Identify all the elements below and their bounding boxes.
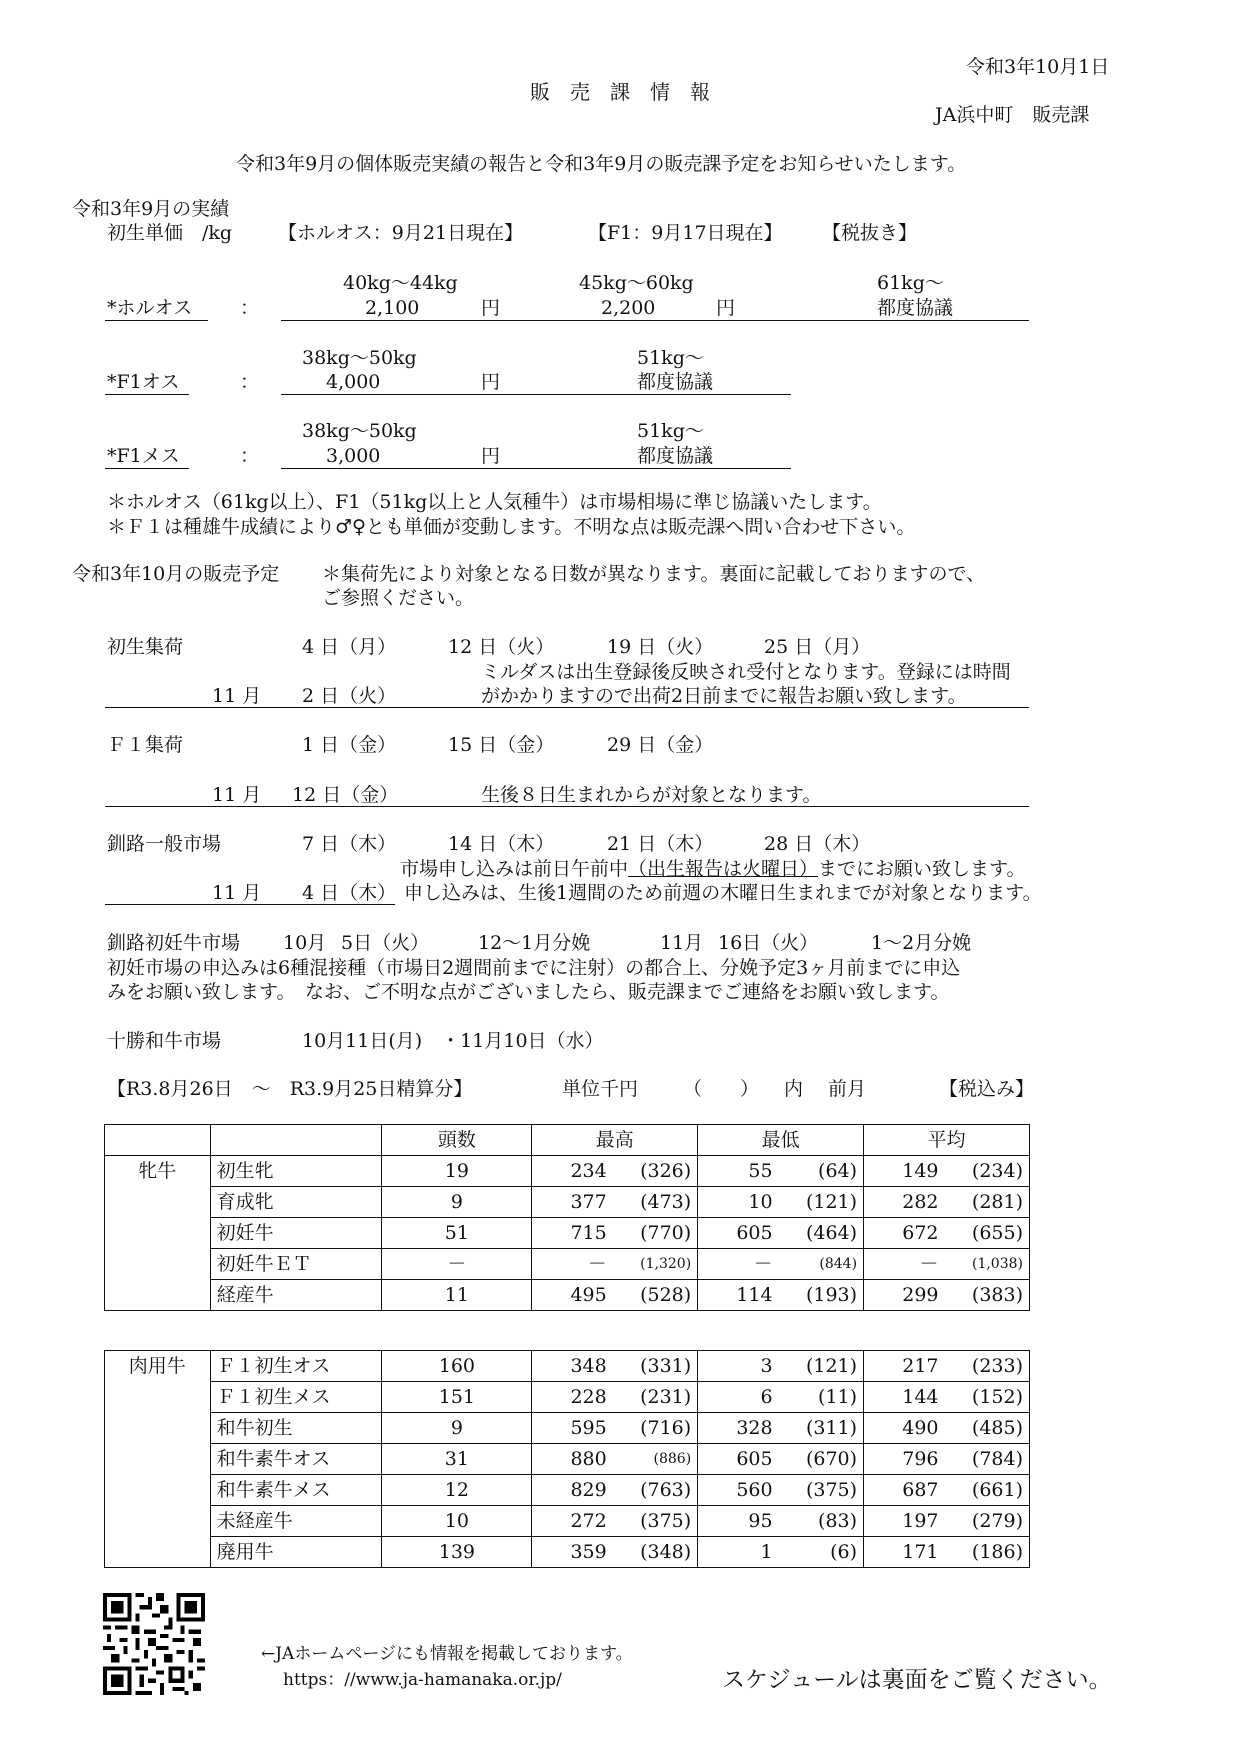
homepage-note: ←JAホームページにも情報を掲載しております。	[261, 1644, 633, 1664]
avg-price: 144	[864, 1382, 945, 1413]
november-month: 11 月	[212, 882, 262, 904]
cattle-type: Ｆ１初生メス	[210, 1382, 382, 1413]
price-label: *ホルオス	[107, 297, 193, 319]
max-prev: (326)	[613, 1156, 698, 1187]
group-label: 肉用牛	[105, 1351, 211, 1382]
min-price: 605	[698, 1444, 779, 1475]
avg-price: 490	[864, 1413, 945, 1444]
table-row	[105, 1537, 1030, 1568]
weight-range: 51kg〜	[637, 420, 704, 442]
heifer-date: 16日（火）	[718, 932, 819, 954]
avg-price: 672	[864, 1218, 945, 1249]
avg-prev: (234)	[945, 1156, 1030, 1187]
max-price: －	[532, 1249, 613, 1280]
table-row	[105, 1475, 1030, 1506]
head-count: 139	[382, 1537, 532, 1568]
schedule-note-line	[400, 858, 1026, 881]
avg-prev: (784)	[945, 1444, 1030, 1475]
underline	[281, 468, 791, 469]
back-side-note: スケジュールは裏面をご覧ください。	[722, 1667, 1112, 1693]
table-tax: 【税込み】	[939, 1078, 1035, 1100]
avg-prev: (152)	[945, 1382, 1030, 1413]
max-prev: (716)	[613, 1413, 698, 1444]
beef-table	[104, 1350, 1030, 1568]
schedule-label: 釧路初妊牛市場	[107, 932, 241, 954]
avg-price: 171	[864, 1537, 945, 1568]
schedule-date: 14 日（木）	[448, 833, 555, 855]
avg-price: 687	[864, 1475, 945, 1506]
table-row	[105, 1218, 1030, 1249]
max-price: 829	[532, 1475, 613, 1506]
max-price: 234	[532, 1156, 613, 1187]
weight-range: 51kg〜	[637, 347, 704, 369]
cattle-type: 未経産牛	[210, 1506, 382, 1537]
min-price: 560	[698, 1475, 779, 1506]
min-prev: (311)	[779, 1413, 864, 1444]
avg-prev: (661)	[945, 1475, 1030, 1506]
table-row	[105, 1444, 1030, 1475]
qr-code-icon[interactable]	[103, 1593, 205, 1695]
intro-text: 令和3年9月の個体販売実績の報告と令和3年9月の販売課予定をお知らせいたします。	[236, 153, 967, 175]
unit-price-label: 初生単価 /kg	[107, 222, 233, 244]
price-value: 都度協議	[877, 297, 954, 319]
table-row	[105, 1156, 1030, 1187]
heifer-month: 11月	[660, 932, 704, 954]
schedule-note: ミルダスは出生登録後反映され受付となります。登録には時間	[481, 661, 1011, 683]
cattle-type: Ｆ１初生オス	[210, 1351, 382, 1382]
price-value: 2,100	[365, 297, 420, 319]
heifer-date: 5日（火）	[341, 932, 430, 954]
colon: ：	[240, 297, 260, 319]
weight-range: 40kg〜44kg	[343, 272, 458, 294]
underline	[105, 806, 1029, 807]
table-row	[105, 1382, 1030, 1413]
table-row	[105, 1351, 1030, 1382]
avg-price: －	[864, 1249, 945, 1280]
min-prev: (121)	[779, 1187, 864, 1218]
group-cell	[105, 1537, 211, 1568]
heifer-note: 初妊市場の申込みは6種混接種（市場日2週間前までに注射）の都合上、分娩予定3ヶ月前までに申込	[107, 957, 961, 979]
schedule-heading: 令和3年10月の販売予定	[72, 563, 280, 585]
avg-price: 299	[864, 1280, 945, 1311]
max-price: 228	[532, 1382, 613, 1413]
head-count: 12	[382, 1475, 532, 1506]
yen-unit: 円	[481, 371, 501, 393]
group-cell	[105, 1506, 211, 1537]
min-price: －	[698, 1249, 779, 1280]
holstein-date: 【ホルオス：9月21日現在】	[278, 222, 524, 244]
min-price: 328	[698, 1413, 779, 1444]
table-header-cell: 平均	[864, 1125, 1030, 1156]
group-cell	[105, 1249, 211, 1280]
cattle-type: 初妊牛	[210, 1218, 382, 1249]
weight-range: 38kg〜50kg	[302, 420, 417, 442]
table-header-cell: 頭数	[382, 1125, 532, 1156]
note-text: ＊ホルオス（61kg以上）、F1（51kg以上と人気種牛）は市場相場に準じ協議いたします。	[107, 491, 882, 513]
yen-unit: 円	[481, 445, 501, 467]
underline	[105, 394, 189, 395]
group-cell	[105, 1382, 211, 1413]
max-prev: (886)	[613, 1444, 698, 1475]
weight-range: 45kg〜60kg	[579, 272, 694, 294]
avg-price: 197	[864, 1506, 945, 1537]
november-month: 11 月	[212, 784, 262, 806]
max-prev: (331)	[613, 1351, 698, 1382]
head-count: 10	[382, 1506, 532, 1537]
min-prev: (83)	[779, 1506, 864, 1537]
cattle-type: 育成牝	[210, 1187, 382, 1218]
min-price: 114	[698, 1280, 779, 1311]
schedule-date: 7 日（木）	[302, 833, 397, 855]
min-prev: (64)	[779, 1156, 864, 1187]
price-value: 都度協議	[637, 445, 714, 467]
min-prev: (121)	[779, 1351, 864, 1382]
results-heading: 令和3年9月の実績	[72, 198, 230, 220]
schedule-note: 申し込みは、生後1週間のため前週の木曜日生まれまでが対象となります。	[404, 882, 1042, 904]
max-price: 377	[532, 1187, 613, 1218]
head-count: 19	[382, 1156, 532, 1187]
calving-period: 12〜1月分娩	[478, 932, 591, 954]
november-date: 4 日（木）	[302, 882, 397, 904]
underline	[281, 320, 1029, 321]
schedule-note: がかかりますので出荷2日前までに報告お願い致します。	[481, 685, 967, 707]
group-cell	[105, 1475, 211, 1506]
yen-unit: 円	[716, 297, 736, 319]
avg-price: 282	[864, 1187, 945, 1218]
table-header-cell: 最高	[532, 1125, 698, 1156]
min-prev: (670)	[779, 1444, 864, 1475]
avg-prev: (1,038)	[945, 1249, 1030, 1280]
issue-date: 令和3年10月1日	[966, 56, 1110, 78]
table-header-row	[105, 1125, 1030, 1156]
schedule-label: 初生集荷	[107, 636, 184, 658]
min-prev: (193)	[779, 1280, 864, 1311]
price-value: 4,000	[326, 371, 381, 393]
page-title: 販 売 課 情 報	[530, 80, 710, 104]
table-row	[105, 1280, 1030, 1311]
weight-range: 38kg〜50kg	[302, 347, 417, 369]
max-prev: (231)	[613, 1382, 698, 1413]
head-count: 11	[382, 1280, 532, 1311]
head-count: －	[382, 1249, 532, 1280]
max-price: 272	[532, 1506, 613, 1537]
group-cell	[105, 1413, 211, 1444]
max-price: 595	[532, 1413, 613, 1444]
avg-prev: (655)	[945, 1218, 1030, 1249]
schedule-date: 4 日（月）	[302, 636, 397, 658]
schedule-date: 21 日（木）	[607, 833, 714, 855]
note-text: ＊Ｆ１は種雄牛成績により♂♀とも単価が変動します。不明な点は販売課へ問い合わせ下さい。	[107, 516, 916, 538]
schedule-date: 28 日（木）	[764, 833, 871, 855]
tokachi-dates: 10月11日(月) ・11月10日（水）	[302, 1030, 604, 1052]
head-count: 160	[382, 1351, 532, 1382]
head-count: 31	[382, 1444, 532, 1475]
underline	[105, 707, 1029, 708]
schedule-date: 29 日（金）	[607, 734, 714, 756]
organization: JA浜中町 販売課	[935, 104, 1090, 126]
underline	[105, 468, 189, 469]
schedule-note: ご参照ください。	[322, 587, 475, 609]
schedule-date: 12 日（火）	[448, 636, 555, 658]
table-prev: 前月	[828, 1078, 867, 1100]
max-prev: (1,320)	[613, 1249, 698, 1280]
cattle-type: 経産牛	[210, 1280, 382, 1311]
max-price: 495	[532, 1280, 613, 1311]
min-prev: (464)	[779, 1218, 864, 1249]
table-header-cell	[210, 1125, 382, 1156]
calving-period: 1〜2月分娩	[871, 932, 972, 954]
max-price: 715	[532, 1218, 613, 1249]
min-prev: (844)	[779, 1249, 864, 1280]
max-price: 348	[532, 1351, 613, 1382]
underline	[105, 904, 395, 905]
heifer-month: 10月	[283, 932, 327, 954]
tax-excluded-label: 【税抜き】	[822, 222, 918, 244]
table-inner: 内	[784, 1078, 804, 1100]
schedule-note: ＊集荷先により対象となる日数が異なります。裏面に記載しておりますので、	[322, 563, 986, 585]
schedule-date: 15 日（金）	[448, 734, 555, 756]
price-value: 都度協議	[637, 371, 714, 393]
avg-prev: (281)	[945, 1187, 1030, 1218]
group-label: 牝牛	[105, 1156, 211, 1187]
schedule-note: 生後８日生まれからが対象となります。	[481, 784, 822, 806]
cattle-type: 和牛素牛メス	[210, 1475, 382, 1506]
table-row	[105, 1187, 1030, 1218]
min-price: 605	[698, 1218, 779, 1249]
table-row	[105, 1413, 1030, 1444]
head-count: 9	[382, 1187, 532, 1218]
avg-prev: (383)	[945, 1280, 1030, 1311]
cattle-type: 和牛素牛オス	[210, 1444, 382, 1475]
avg-prev: (233)	[945, 1351, 1030, 1382]
underline	[105, 320, 208, 321]
table-header-cell: 最低	[698, 1125, 864, 1156]
max-price: 359	[532, 1537, 613, 1568]
weight-range: 61kg〜	[877, 272, 944, 294]
max-prev: (770)	[613, 1218, 698, 1249]
min-price: 1	[698, 1537, 779, 1568]
dairy-table	[104, 1124, 1030, 1311]
avg-price: 149	[864, 1156, 945, 1187]
schedule-date: 19 日（火）	[607, 636, 714, 658]
november-date: 2 日（火）	[302, 685, 397, 707]
table-paren: （ ）	[683, 1078, 760, 1100]
group-cell	[105, 1218, 211, 1249]
price-value: 2,200	[601, 297, 656, 319]
head-count: 9	[382, 1413, 532, 1444]
min-prev: (375)	[779, 1475, 864, 1506]
birth-report-note: （出生報告は火曜日）	[628, 858, 819, 880]
schedule-note: までにお願い致します。	[818, 858, 1026, 880]
avg-prev: (485)	[945, 1413, 1030, 1444]
max-prev: (528)	[613, 1280, 698, 1311]
min-prev: (11)	[779, 1382, 864, 1413]
max-price: 880	[532, 1444, 613, 1475]
price-label: *F1オス	[107, 371, 180, 393]
min-price: 3	[698, 1351, 779, 1382]
min-price: 6	[698, 1382, 779, 1413]
cattle-type: 廃用牛	[210, 1537, 382, 1568]
yen-unit: 円	[481, 297, 501, 319]
head-count: 151	[382, 1382, 532, 1413]
heifer-note: みをお願い致します。 なお、ご不明な点がございましたら、販売課までご連絡をお願い致します。	[107, 981, 950, 1003]
group-cell	[105, 1280, 211, 1311]
table-unit: 単位千円	[562, 1078, 639, 1100]
min-price: 10	[698, 1187, 779, 1218]
cattle-type: 初生牝	[210, 1156, 382, 1187]
homepage-url[interactable]: https：//www.ja-hamanaka.or.jp/	[283, 1670, 562, 1690]
table-row	[105, 1506, 1030, 1537]
group-cell	[105, 1187, 211, 1218]
avg-price: 217	[864, 1351, 945, 1382]
max-prev: (375)	[613, 1506, 698, 1537]
schedule-date: 1 日（金）	[302, 734, 397, 756]
table-header-cell	[105, 1125, 211, 1156]
price-value: 3,000	[326, 445, 381, 467]
colon: ：	[240, 371, 260, 393]
schedule-label: 十勝和牛市場	[107, 1030, 222, 1052]
min-prev: (6)	[779, 1537, 864, 1568]
max-prev: (473)	[613, 1187, 698, 1218]
min-price: 95	[698, 1506, 779, 1537]
cattle-type: 初妊牛ＥＴ	[210, 1249, 382, 1280]
november-month: 11 月	[212, 685, 262, 707]
group-cell	[105, 1444, 211, 1475]
table-row	[105, 1249, 1030, 1280]
head-count: 51	[382, 1218, 532, 1249]
underline	[281, 394, 791, 395]
max-prev: (348)	[613, 1537, 698, 1568]
schedule-date: 25 日（月）	[764, 636, 871, 658]
max-prev: (763)	[613, 1475, 698, 1506]
november-date: 12 日（金）	[292, 784, 399, 806]
min-price: 55	[698, 1156, 779, 1187]
price-label: *F1メス	[107, 445, 180, 467]
avg-prev: (186)	[945, 1537, 1030, 1568]
table-period: 【R3.8月26日 〜 R3.9月25日精算分】	[107, 1078, 473, 1100]
schedule-note: 市場申し込みは前日午前中	[400, 858, 629, 880]
schedule-label: 釧路一般市場	[107, 833, 222, 855]
cattle-type: 和牛初生	[210, 1413, 382, 1444]
colon: ：	[240, 445, 260, 467]
avg-prev: (279)	[945, 1506, 1030, 1537]
avg-price: 796	[864, 1444, 945, 1475]
schedule-label: Ｆ１集荷	[107, 734, 184, 756]
f1-date: 【F1：9月17日現在】	[588, 222, 783, 244]
